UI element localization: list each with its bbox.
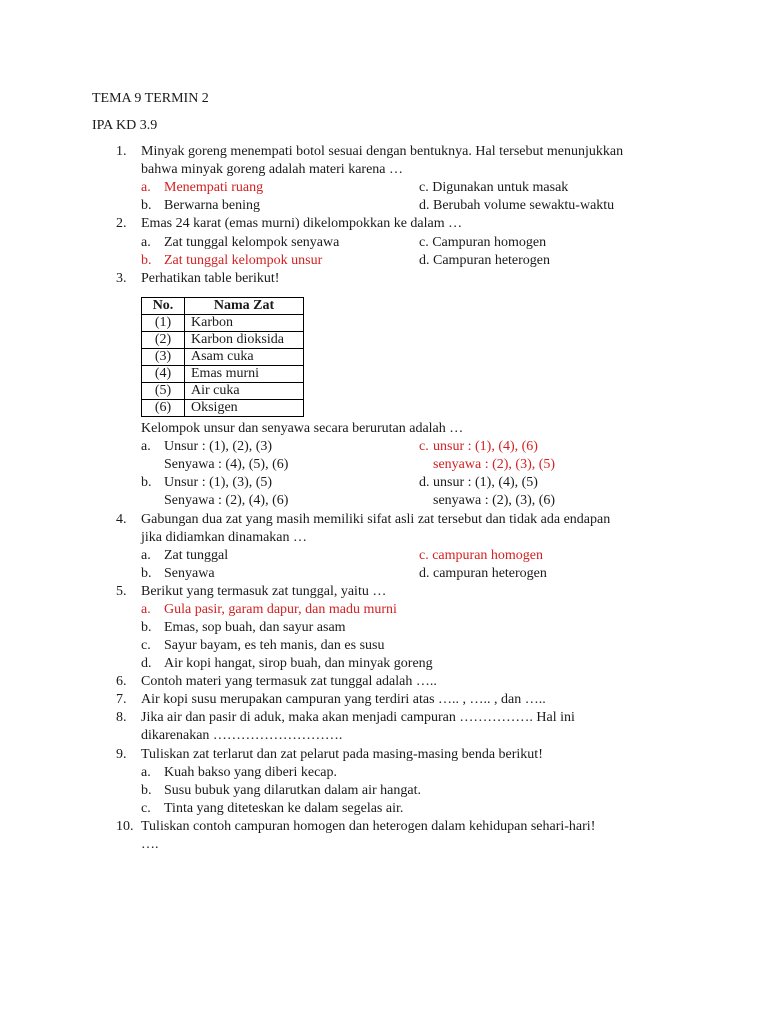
q9-number: 9.	[116, 747, 127, 762]
q8-text-line1: Jika air dan pasir di aduk, maka akan menjadi campuran ……………. Hal ini	[141, 710, 575, 725]
q5-option-a-letter: a.	[141, 602, 151, 617]
q3-option-b-letter: b.	[141, 475, 152, 490]
q2-number: 2.	[116, 216, 127, 231]
table-cell-name: Emas murni	[185, 366, 304, 383]
table-cell-no: (5)	[142, 383, 185, 400]
q2-option-d: d. Campuran heterogen	[419, 253, 551, 268]
q5-option-c-letter: c.	[141, 638, 151, 653]
q1-option-a-letter: a.	[141, 180, 151, 195]
q4-option-a: Zat tunggal	[164, 548, 229, 563]
q2-option-b: Zat tunggal kelompok unsur	[164, 253, 323, 268]
q7-text-line1: Air kopi susu merupakan campuran yang terdiri atas ….. , ….. , dan …..	[141, 692, 546, 707]
table-header-name: Nama Zat	[185, 298, 304, 315]
table-cell-no: (4)	[142, 366, 185, 383]
q9-text-line1: Tuliskan zat terlarut dan zat pelarut pada masing-masing benda berikut!	[141, 747, 543, 762]
table-header-no: No.	[142, 298, 185, 315]
q3-number: 3.	[116, 271, 127, 286]
q3-option-b-line1: Unsur : (1), (3), (5)	[164, 475, 273, 490]
worksheet-title: TEMA 9 TERMIN 2	[92, 91, 209, 106]
q10-text-line1: Tuliskan contoh campuran homogen dan heterogen dalam kehidupan sehari-hari!	[141, 819, 596, 834]
q4-option-b: Senyawa	[164, 566, 215, 581]
q1-option-b-letter: b.	[141, 198, 152, 213]
q3-question: Kelompok unsur dan senyawa secara berurutan adalah …	[141, 421, 464, 436]
q5-text-line1: Berikut yang termasuk zat tunggal, yaitu …	[141, 584, 387, 599]
q9-option-a-letter: a.	[141, 765, 151, 780]
q6-number: 6.	[116, 674, 127, 689]
q5-option-d-letter: d.	[141, 656, 152, 671]
table-row	[142, 349, 304, 366]
substance-table	[141, 297, 304, 417]
q8-text-line2: dikarenakan ……………………….	[141, 728, 343, 743]
q3-option-c-line2: senyawa : (2), (3), (5)	[433, 457, 556, 472]
table-row	[142, 315, 304, 332]
q1-option-d: d. Berubah volume sewaktu-waktu	[419, 198, 615, 213]
q9-option-a: Kuah bakso yang diberi kecap.	[164, 765, 337, 780]
q4-option-b-letter: b.	[141, 566, 152, 581]
q3-option-a-line2: Senyawa : (4), (5), (6)	[164, 457, 289, 472]
q3-option-c-line1: unsur : (1), (4), (6)	[433, 439, 538, 454]
q3-option-d-line1: d. unsur : (1), (4), (5)	[419, 475, 538, 490]
q7-number: 7.	[116, 692, 127, 707]
table-row	[142, 366, 304, 383]
q4-number: 4.	[116, 512, 127, 527]
table-cell-name: Oksigen	[185, 400, 304, 417]
table-cell-name: Karbon dioksida	[185, 332, 304, 349]
q1-option-b: Berwarna bening	[164, 198, 261, 213]
q2-option-b-letter: b.	[141, 253, 152, 268]
table-cell-name: Karbon	[185, 315, 304, 332]
q4-option-d: d. campuran heterogen	[419, 566, 547, 581]
q4-option-c: c. campuran homogen	[419, 548, 544, 563]
q1-text-line2: bahwa minyak goreng adalah materi karena …	[141, 162, 404, 177]
q9-option-c-letter: c.	[141, 801, 151, 816]
q5-number: 5.	[116, 584, 127, 599]
q5-option-b-letter: b.	[141, 620, 152, 635]
q3-option-a-letter: a.	[141, 439, 151, 454]
q3-option-c-letter: c.	[419, 439, 429, 454]
q2-option-c: c. Campuran homogen	[419, 235, 547, 250]
worksheet-subtitle: IPA KD 3.9	[92, 118, 158, 133]
table-cell-no: (3)	[142, 349, 185, 366]
q3-option-a-line1: Unsur : (1), (2), (3)	[164, 439, 273, 454]
q5-option-d: Air kopi hangat, sirop buah, dan minyak goreng	[164, 656, 433, 671]
q6-text-line1: Contoh materi yang termasuk zat tunggal adalah …..	[141, 674, 437, 689]
table-cell-name: Air cuka	[185, 383, 304, 400]
table-cell-no: (6)	[142, 400, 185, 417]
table-row	[142, 383, 304, 400]
q9-option-b: Susu bubuk yang dilarutkan dalam air hangat.	[164, 783, 421, 798]
table-cell-no: (2)	[142, 332, 185, 349]
q9-option-c: Tinta yang diteteskan ke dalam segelas air.	[164, 801, 404, 816]
q3-text-line1: Perhatikan table berikut!	[141, 271, 280, 286]
q1-option-c: c. Digunakan untuk masak	[419, 180, 569, 195]
q10-number: 10.	[116, 819, 134, 834]
q5-option-c: Sayur bayam, es teh manis, dan es susu	[164, 638, 385, 653]
q2-option-a: Zat tunggal kelompok senyawa	[164, 235, 340, 250]
table-header-row	[142, 298, 304, 315]
q8-number: 8.	[116, 710, 127, 725]
q1-text-line1: Minyak goreng menempati botol sesuai dengan bentuknya. Hal tersebut menunjukkan	[141, 144, 624, 159]
table-cell-name: Asam cuka	[185, 349, 304, 366]
table-cell-no: (1)	[142, 315, 185, 332]
q9-option-b-letter: b.	[141, 783, 152, 798]
q5-option-a: Gula pasir, garam dapur, dan madu murni	[164, 602, 397, 617]
q1-number: 1.	[116, 144, 127, 159]
q2-text-line1: Emas 24 karat (emas murni) dikelompokkan ke dalam …	[141, 216, 463, 231]
q1-option-a: Menempati ruang	[164, 180, 264, 195]
q2-option-a-letter: a.	[141, 235, 151, 250]
q4-text-line1: Gabungan dua zat yang masih memiliki sifat asli zat tersebut dan tidak ada endapan	[141, 512, 611, 527]
table-row	[142, 400, 304, 417]
q10-text-line2: ….	[141, 837, 159, 852]
q5-option-b: Emas, sop buah, dan sayur asam	[164, 620, 346, 635]
q3-option-d-line2: senyawa : (2), (3), (6)	[433, 493, 556, 508]
q3-option-b-line2: Senyawa : (2), (4), (6)	[164, 493, 289, 508]
q4-text-line2: jika didiamkan dinamakan …	[141, 530, 308, 545]
q4-option-a-letter: a.	[141, 548, 151, 563]
table-row	[142, 332, 304, 349]
